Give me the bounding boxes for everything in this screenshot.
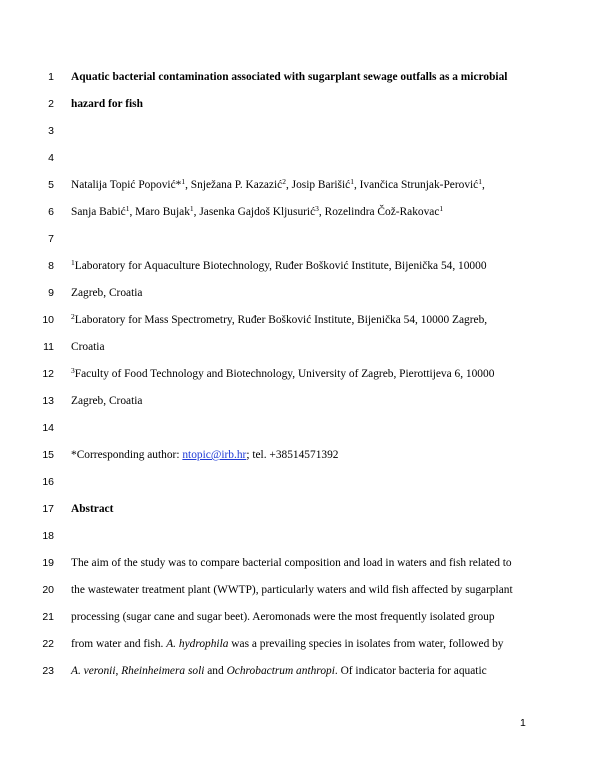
abstract-line: the wastewater treatment plant (WWTP), particularly waters and wild fish affected by sugarplant bbox=[71, 584, 513, 596]
author-affil-sup: 1 bbox=[350, 177, 354, 186]
abstract-line bbox=[71, 663, 487, 679]
author-separator: , bbox=[482, 179, 485, 191]
corresponding-prefix: *Corresponding author: bbox=[71, 449, 183, 461]
author-name: , Maro Bujak bbox=[129, 206, 190, 218]
abstract-line: The aim of the study was to compare bacterial composition and load in waters and fish related to bbox=[71, 557, 512, 569]
title-line-2: hazard for fish bbox=[71, 98, 143, 110]
text-run: and bbox=[204, 665, 227, 677]
affil-text: Faculty of Food Technology and Biotechnology, University of Zagreb, Pierottijeva 6, 10000 bbox=[74, 368, 495, 380]
line-number: 10 bbox=[42, 314, 54, 326]
abstract-heading: Abstract bbox=[71, 503, 114, 515]
line-22 bbox=[0, 635, 600, 655]
species-name: Ochrobactrum anthropi bbox=[226, 665, 335, 677]
line-number: 17 bbox=[42, 503, 54, 515]
line-number: 20 bbox=[42, 584, 54, 596]
line-11 bbox=[0, 338, 600, 358]
author-affil-sup: 3 bbox=[315, 204, 319, 213]
affiliation-2-cont: Croatia bbox=[71, 341, 105, 353]
affiliation-3 bbox=[71, 366, 494, 382]
line-number: 3 bbox=[48, 125, 54, 137]
email-link[interactable]: ntopic@irb.hr bbox=[182, 449, 247, 461]
line-12 bbox=[0, 365, 600, 385]
line-13 bbox=[0, 392, 600, 412]
corresponding-suffix: ; tel. +38514571392 bbox=[246, 449, 339, 461]
text-run: from water and fish. bbox=[71, 638, 167, 650]
line-4 bbox=[0, 149, 600, 169]
line-15 bbox=[0, 446, 600, 466]
line-number: 15 bbox=[42, 449, 54, 461]
affil-sup: 2 bbox=[71, 312, 75, 321]
author-affil-sup: 1 bbox=[125, 204, 130, 213]
line-number: 7 bbox=[48, 233, 54, 245]
line-number: 23 bbox=[42, 665, 54, 677]
line-number: 4 bbox=[48, 152, 54, 164]
author-name: Natalija Topić Popović* bbox=[71, 179, 182, 191]
line-number: 6 bbox=[48, 206, 54, 218]
affiliation-1 bbox=[71, 258, 487, 274]
author-name: , Jasenka Gajdoš Kljusurić bbox=[193, 206, 316, 218]
line-20 bbox=[0, 581, 600, 601]
abstract-line bbox=[71, 636, 504, 652]
line-6 bbox=[0, 203, 600, 223]
line-number: 21 bbox=[42, 611, 54, 623]
line-number: 19 bbox=[42, 557, 54, 569]
line-19 bbox=[0, 554, 600, 574]
line-number: 16 bbox=[42, 476, 54, 488]
author-affil-sup: 1 bbox=[439, 204, 444, 213]
line-14 bbox=[0, 419, 600, 439]
line-number: 2 bbox=[48, 98, 54, 110]
author-name: , Ivančica Strunjak-Perović bbox=[353, 179, 479, 191]
author-name: , Josip Barišić bbox=[285, 179, 351, 191]
authors-line-2 bbox=[71, 204, 443, 220]
corresponding-author bbox=[71, 447, 338, 463]
author-name: Sanja Babić bbox=[71, 206, 126, 218]
affil-sup: 3 bbox=[71, 366, 75, 375]
species-name: Rheinheimera soli bbox=[121, 665, 205, 677]
line-2 bbox=[0, 95, 600, 115]
species-name: A. hydrophila bbox=[166, 638, 229, 650]
text-run: was a prevailing species in isolates from water, followed by bbox=[228, 638, 504, 650]
line-3 bbox=[0, 122, 600, 142]
abstract-line: processing (sugar cane and sugar beet). Aeromonads were the most frequently isolated group bbox=[71, 611, 495, 623]
line-10 bbox=[0, 311, 600, 331]
line-number: 22 bbox=[42, 638, 54, 650]
author-affil-sup: 2 bbox=[282, 177, 286, 186]
page-number: 1 bbox=[520, 717, 526, 729]
author-affil-sup: 1 bbox=[478, 177, 482, 186]
species-name: A. veronii bbox=[71, 665, 116, 677]
affiliation-1-cont: Zagreb, Croatia bbox=[71, 287, 143, 299]
line-23 bbox=[0, 662, 600, 682]
affil-text: Laboratory for Mass Spectrometry, Ruđer Bošković Institute, Bijenička 54, 10000 Zagreb, bbox=[74, 314, 488, 326]
authors-line-1 bbox=[71, 177, 485, 193]
line-21 bbox=[0, 608, 600, 628]
line-1 bbox=[0, 68, 600, 88]
line-number: 18 bbox=[42, 530, 54, 542]
line-number: 13 bbox=[42, 395, 54, 407]
line-number: 1 bbox=[48, 71, 54, 83]
line-9 bbox=[0, 284, 600, 304]
affiliation-3-cont: Zagreb, Croatia bbox=[71, 395, 143, 407]
line-18 bbox=[0, 527, 600, 547]
affil-sup: 1 bbox=[71, 258, 75, 267]
title-line-1: Aquatic bacterial contamination associated with sugarplant sewage outfalls as a microbial bbox=[71, 71, 508, 83]
line-number: 9 bbox=[48, 287, 54, 299]
line-number: 14 bbox=[42, 422, 54, 434]
affil-text: Laboratory for Aquaculture Biotechnology, Ruđer Bošković Institute, Bijenička 54, 10000 bbox=[74, 260, 487, 272]
affiliation-2 bbox=[71, 312, 487, 328]
line-number: 12 bbox=[42, 368, 54, 380]
line-16 bbox=[0, 473, 600, 493]
line-17 bbox=[0, 500, 600, 520]
text-run: , bbox=[115, 665, 122, 677]
author-name: , Rozelindra Čož-Rakovac bbox=[318, 206, 440, 218]
author-affil-sup: 1 bbox=[181, 177, 186, 186]
line-number: 11 bbox=[43, 341, 54, 353]
line-number: 5 bbox=[48, 179, 54, 191]
text-run: . Of indicator bacteria for aquatic bbox=[334, 665, 487, 677]
line-number: 8 bbox=[48, 260, 54, 272]
author-affil-sup: 1 bbox=[189, 204, 194, 213]
line-8 bbox=[0, 257, 600, 277]
line-5 bbox=[0, 176, 600, 196]
author-name: , Snježana P. Kazazić bbox=[185, 179, 283, 191]
line-7 bbox=[0, 230, 600, 250]
